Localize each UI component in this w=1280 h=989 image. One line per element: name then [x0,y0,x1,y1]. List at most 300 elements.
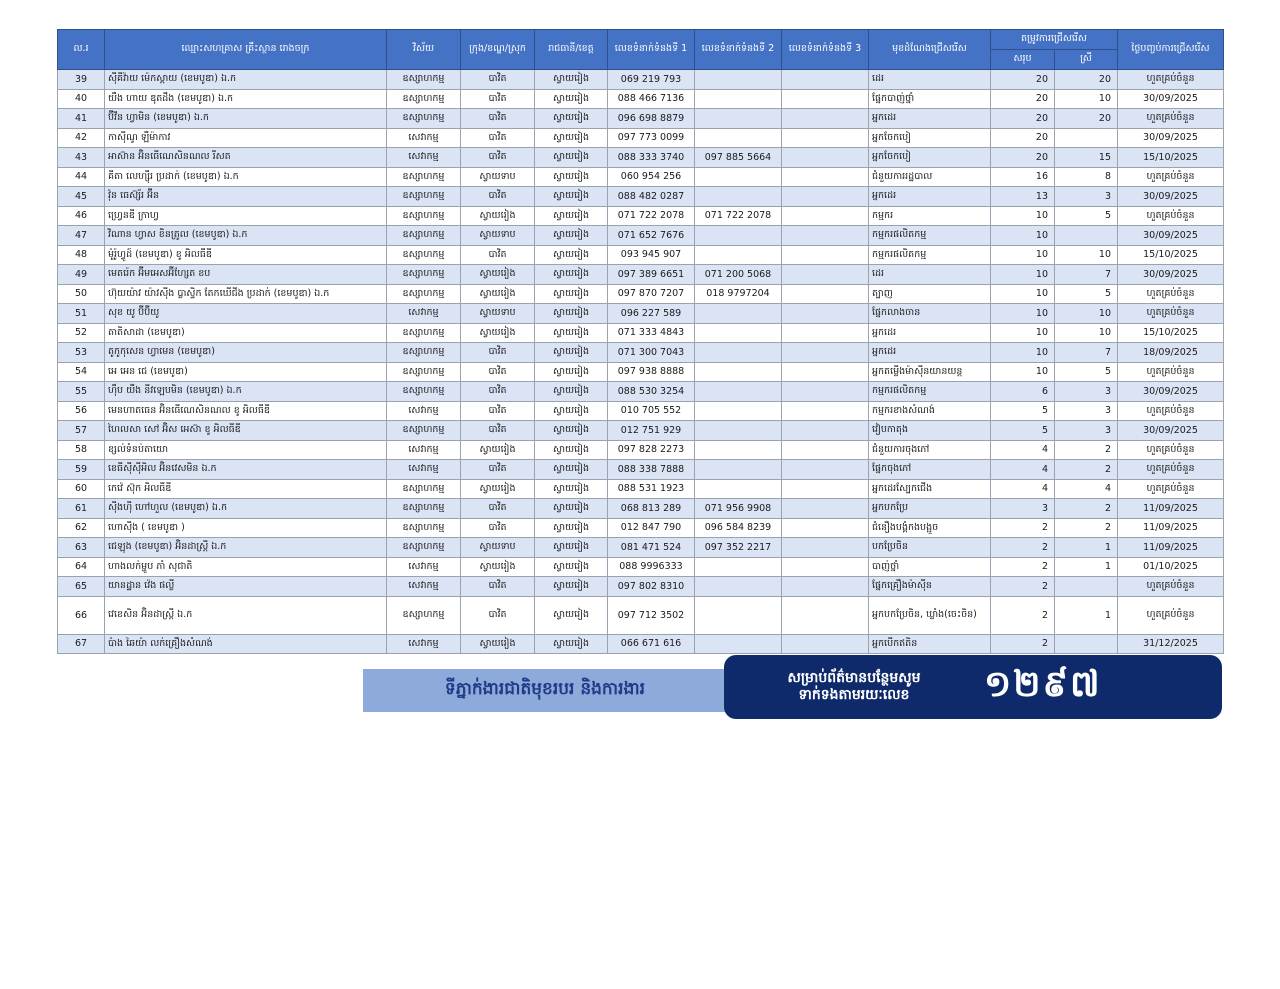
table-row [58,577,1224,597]
female-count-cell [1055,577,1118,597]
company-name-cell: អាស៊ាន អ៊ិនធើណេសិនណល រីសត [105,148,387,168]
company-name-cell: កាស៊ីណូ ឡឺម៉ាកាវ [105,128,387,148]
header-phone3: លេខទំនាក់ទំនងទី 3 [782,30,869,70]
phone-3-cell [782,460,869,480]
phone-1-cell: 071 333 4843 [608,323,695,343]
province-cell: ស្វាយរៀង [535,362,608,382]
sector-cell: ឧស្សាហកម្ម [387,187,461,207]
total-count-cell: 20 [991,148,1055,168]
table-row [58,284,1224,304]
province-cell: ស្វាយរៀង [535,245,608,265]
phone-3-cell [782,128,869,148]
phone-1-cell: 069 219 793 [608,70,695,90]
header-sector: វិស័យ [387,30,461,70]
female-count-cell: 10 [1055,89,1118,109]
table-body [58,70,1224,654]
row-number-cell: 55 [58,382,105,402]
total-count-cell: 5 [991,401,1055,421]
deadline-cell: 30/09/2025 [1118,226,1224,246]
sector-cell: សេវាកម្ម [387,634,461,654]
province-cell: ស្វាយរៀង [535,343,608,363]
table-row [58,479,1224,499]
province-cell: ស្វាយរៀង [535,577,608,597]
total-count-cell: 20 [991,128,1055,148]
district-cell: បាវិត [461,577,535,597]
header-need: តម្រូវការជ្រើសរើស [991,30,1118,50]
phone-2-cell [695,187,782,207]
district-cell: ស្វាយរៀង [461,323,535,343]
company-name-cell: ហ៊ឹប យឺង នីវឡេបមិន (ខេមបូឌា) ឯ.ក [105,382,387,402]
phone-2-cell [695,401,782,421]
table-row [58,538,1224,558]
row-number-cell: 60 [58,479,105,499]
row-number-cell: 50 [58,284,105,304]
row-number-cell: 57 [58,421,105,441]
row-number-cell: 65 [58,577,105,597]
contact-line-1: សម្រាប់ព័ត៌មានបន្ថែមសូម [787,670,921,687]
sector-cell: ឧស្សាហកម្ម [387,323,461,343]
position-cell: អ្នកដេរ [869,343,991,363]
phone-1-cell: 097 938 8888 [608,362,695,382]
company-name-cell: ប៉ាង ឆៃយ៉ា លក់គ្រឿងសំណង់ [105,634,387,654]
female-count-cell: 7 [1055,343,1118,363]
female-count-cell: 2 [1055,460,1118,480]
deadline-cell: 15/10/2025 [1118,148,1224,168]
phone-2-cell [695,245,782,265]
female-count-cell: 20 [1055,109,1118,129]
phone-2-cell [695,634,782,654]
total-count-cell: 20 [991,109,1055,129]
province-cell: ស្វាយរៀង [535,518,608,538]
province-cell: ស្វាយរៀង [535,265,608,285]
deadline-cell: ហួតគ្រប់ចំនួន [1118,304,1224,324]
sector-cell: សេវាកម្ម [387,460,461,480]
sector-cell: ឧស្សាហកម្ម [387,70,461,90]
position-cell: ដេរ [869,265,991,285]
total-count-cell: 5 [991,421,1055,441]
company-name-cell: ហាងលក់ម្ហូប ភាំ សុជាតិ [105,557,387,577]
total-count-cell: 10 [991,323,1055,343]
header-position: មុខដំណែងជ្រើសរើស [869,30,991,70]
row-number-cell: 47 [58,226,105,246]
district-cell: ស្វាយរៀង [461,634,535,654]
company-name-cell: វិណាន ហ្វាស ខិនត្រូល (ខេមបូឌា) ឯ.ក [105,226,387,246]
header-deadline: ថ្ងៃបញ្ចប់ការជ្រើសរើស [1118,30,1224,70]
sector-cell: ឧស្សាហកម្ម [387,167,461,187]
sector-cell: សេវាកម្ម [387,128,461,148]
position-cell: អ្នកបកប្រែ [869,499,991,519]
table-row [58,634,1224,654]
female-count-cell [1055,634,1118,654]
phone-1-cell: 096 698 8879 [608,109,695,129]
contact-text [724,670,984,704]
sector-cell: ឧស្សាហកម្ម [387,421,461,441]
total-count-cell: 20 [991,70,1055,90]
total-count-cell: 10 [991,245,1055,265]
phone-3-cell [782,362,869,382]
phone-2-cell [695,557,782,577]
position-cell: អ្នកចែកបៀ [869,148,991,168]
deadline-cell: 30/09/2025 [1118,89,1224,109]
row-number-cell: 46 [58,206,105,226]
total-count-cell: 2 [991,596,1055,634]
phone-1-cell: 012 751 929 [608,421,695,441]
sector-cell: ឧស្សាហកម្ម [387,596,461,634]
phone-2-cell [695,440,782,460]
sector-cell: ឧស្សាហកម្ម [387,284,461,304]
header-female: ស្រី [1055,50,1118,70]
row-number-cell: 42 [58,128,105,148]
header-phone2: លេខទំនាក់ទំនងទី 2 [695,30,782,70]
sector-cell: សេវាកម្ម [387,148,461,168]
phone-1-cell: 081 471 524 [608,538,695,558]
table-row [58,499,1224,519]
deadline-cell: ហួតគ្រប់ចំនួន [1118,440,1224,460]
company-name-cell: ស៊ីងហ៊ី ហៅហួល (ខេមបូឌា) ឯ.ក [105,499,387,519]
female-count-cell: 1 [1055,538,1118,558]
row-number-cell: 59 [58,460,105,480]
district-cell: បាវិត [461,70,535,90]
phone-3-cell [782,245,869,265]
phone-3-cell [782,499,869,519]
deadline-cell: 11/09/2025 [1118,518,1224,538]
table-row [58,362,1224,382]
deadline-cell: ហួតគ្រប់ចំនួន [1118,362,1224,382]
company-name-cell: ជេឡុង (ខេមបូឌា) អ៊ិនដាស្ត្រី ឯ.ក [105,538,387,558]
province-cell: ស្វាយរៀង [535,109,608,129]
province-cell: ស្វាយរៀង [535,421,608,441]
header-province: រាជធានី/ខេត្ត [535,30,608,70]
row-number-cell: 43 [58,148,105,168]
position-cell: អ្នកដេរ [869,109,991,129]
header-district: ក្រុង/ខណ្ឌ/ស្រុក [461,30,535,70]
phone-1-cell: 088 530 3254 [608,382,695,402]
total-count-cell: 6 [991,382,1055,402]
deadline-cell: ហួតគ្រប់ចំនួន [1118,460,1224,480]
province-cell: ស្វាយរៀង [535,323,608,343]
phone-1-cell: 097 712 3502 [608,596,695,634]
province-cell: ស្វាយរៀង [535,70,608,90]
phone-1-cell: 088 531 1923 [608,479,695,499]
sector-cell: សេវាកម្ម [387,304,461,324]
phone-2-cell [695,128,782,148]
phone-1-cell: 071 652 7676 [608,226,695,246]
position-cell: ផ្នែកចុងភៅ [869,460,991,480]
deadline-cell: ហួតគ្រប់ចំនួន [1118,284,1224,304]
row-number-cell: 64 [58,557,105,577]
table-row [58,382,1224,402]
district-cell: បាវិត [461,401,535,421]
deadline-cell: ហួតគ្រប់ចំនួន [1118,577,1224,597]
deadline-cell: 30/09/2025 [1118,187,1224,207]
phone-2-cell [695,382,782,402]
deadline-cell: 11/09/2025 [1118,538,1224,558]
table-row [58,323,1224,343]
table-row [58,440,1224,460]
phone-3-cell [782,226,869,246]
table-row [58,109,1224,129]
deadline-cell: 01/10/2025 [1118,557,1224,577]
province-cell: ស្វាយរៀង [535,128,608,148]
phone-1-cell: 097 773 0099 [608,128,695,148]
district-cell: ស្វាយរៀង [461,206,535,226]
female-count-cell: 10 [1055,245,1118,265]
row-number-cell: 51 [58,304,105,324]
position-cell: ជំនួយការរដ្ឋបាល [869,167,991,187]
row-number-cell: 40 [58,89,105,109]
deadline-cell: ហួតគ្រប់ចំនួន [1118,596,1224,634]
table-row [58,401,1224,421]
company-name-cell: ហ៊ុយយ៉ាវ យ៉ាវស៊ីង ប្លាស្ទិក តែកឃើជីង ប្រដាក់ (ខេមបូឌា) ឯ.ក [105,284,387,304]
phone-3-cell [782,596,869,634]
company-name-cell: យានដ្ឋាន វ៉េង ផល្លី [105,577,387,597]
sector-cell: ឧស្សាហកម្ម [387,499,461,519]
header-phone1: លេខទំនាក់ទំនងទី 1 [608,30,695,70]
company-name-cell: ហោស៊ីង ( ខេមបូឌា ) [105,518,387,538]
phone-1-cell: 088 482 0287 [608,187,695,207]
company-name-cell: ហៃលសា សៅ អ៊ិស អេស៊ា ខូ អិលធីឌី [105,421,387,441]
sector-cell: សេវាកម្ម [387,440,461,460]
row-number-cell: 52 [58,323,105,343]
phone-3-cell [782,557,869,577]
sector-cell: សេវាកម្ម [387,577,461,597]
table-row [58,89,1224,109]
phone-3-cell [782,206,869,226]
sector-cell: ឧស្សាហកម្ម [387,226,461,246]
contact-line-2: ទាក់ទងតាមរយៈលេខ [798,687,910,703]
table-row [58,304,1224,324]
phone-1-cell: 096 227 589 [608,304,695,324]
district-cell: បាវិត [461,245,535,265]
position-cell: កម្មករផលិតកម្ម [869,382,991,402]
female-count-cell: 7 [1055,265,1118,285]
province-cell: ស្វាយរៀង [535,634,608,654]
phone-3-cell [782,187,869,207]
table-row [58,148,1224,168]
district-cell: ស្វាយទាប [461,304,535,324]
table-row [58,128,1224,148]
position-cell: បកប្រែចិន [869,538,991,558]
sector-cell: ឧស្សាហកម្ម [387,538,461,558]
deadline-cell: 31/12/2025 [1118,634,1224,654]
province-cell: ស្វាយរៀង [535,226,608,246]
row-number-cell: 53 [58,343,105,363]
sector-cell: ឧស្សាហកម្ម [387,109,461,129]
phone-3-cell [782,265,869,285]
phone-3-cell [782,401,869,421]
position-cell: កម្មករផលិតកម្ម [869,245,991,265]
female-count-cell: 15 [1055,148,1118,168]
district-cell: បាវិត [461,518,535,538]
table-row [58,70,1224,90]
company-name-cell: មេតរ៉េក អ៊ីមអេសអ៊ីហ្សែត ខប [105,265,387,285]
row-number-cell: 49 [58,265,105,285]
deadline-cell: 30/09/2025 [1118,128,1224,148]
phone-2-cell: 097 352 2217 [695,538,782,558]
total-count-cell: 10 [991,226,1055,246]
company-name-cell: មេនហាតធេន អ៊ិនធើណេសិនណល ខូ អិលធីឌី [105,401,387,421]
deadline-cell: ហួតគ្រប់ចំនួន [1118,479,1224,499]
female-count-cell: 5 [1055,284,1118,304]
district-cell: បាវិត [461,148,535,168]
position-cell: កម្មករខាងសំណង់ [869,401,991,421]
phone-2-cell [695,89,782,109]
deadline-cell: ហួតគ្រប់ចំនួន [1118,109,1224,129]
phone-2-cell [695,577,782,597]
phone-3-cell [782,284,869,304]
row-number-cell: 62 [58,518,105,538]
row-number-cell: 39 [58,70,105,90]
header-total: សរុប [991,50,1055,70]
table-row [58,245,1224,265]
job-vacancy-table [57,29,1224,654]
phone-2-cell [695,70,782,90]
hotline-number: ១២៩៧ [984,663,1102,705]
province-cell: ស្វាយរៀង [535,304,608,324]
female-count-cell: 10 [1055,304,1118,324]
position-cell: វៀបកាតុង [869,421,991,441]
sector-cell: សេវាកម្ម [387,557,461,577]
phone-3-cell [782,440,869,460]
total-count-cell: 10 [991,206,1055,226]
position-cell: អ្នកបើកឥតិន [869,634,991,654]
sector-cell: ឧស្សាហកម្ម [387,343,461,363]
district-cell: បាវិត [461,421,535,441]
table-row [58,265,1224,285]
total-count-cell: 10 [991,304,1055,324]
female-count-cell: 2 [1055,499,1118,519]
phone-1-cell: 097 389 6651 [608,265,695,285]
total-count-cell: 13 [991,187,1055,207]
deadline-cell: ហួតគ្រប់ចំនួន [1118,206,1224,226]
total-count-cell: 4 [991,479,1055,499]
hotline-banner [724,655,1222,719]
table-row [58,421,1224,441]
table-row [58,343,1224,363]
company-name-cell: ប៊ីវីន ហ្វាមិន (ខេមបូឌា) ឯ.ក [105,109,387,129]
phone-1-cell: 097 870 7207 [608,284,695,304]
phone-2-cell: 097 885 5664 [695,148,782,168]
phone-3-cell [782,382,869,402]
female-count-cell: 4 [1055,479,1118,499]
table-row [58,518,1224,538]
total-count-cell: 2 [991,538,1055,558]
phone-1-cell: 071 300 7043 [608,343,695,363]
district-cell: ស្វាយរៀង [461,557,535,577]
row-number-cell: 66 [58,596,105,634]
table-row [58,557,1224,577]
company-name-cell: ខ្សល់ទំនប់តាយោ [105,440,387,460]
phone-1-cell: 088 338 7888 [608,460,695,480]
phone-3-cell [782,538,869,558]
province-cell: ស្វាយរៀង [535,382,608,402]
sector-cell: ឧស្សាហកម្ម [387,362,461,382]
phone-3-cell [782,577,869,597]
district-cell: បាវិត [461,128,535,148]
phone-2-cell [695,323,782,343]
phone-3-cell [782,343,869,363]
female-count-cell: 2 [1055,440,1118,460]
province-cell: ស្វាយរៀង [535,167,608,187]
company-name-cell: តូកូកុសេន ហ្វាមេន (ខេមបូឌា) [105,343,387,363]
position-cell: ជំនួយការចុងភៅ [869,440,991,460]
total-count-cell: 10 [991,343,1055,363]
district-cell: បាវិត [461,89,535,109]
province-cell: ស្វាយរៀង [535,148,608,168]
position-cell: អ្នកដេរស្បែកជើង [869,479,991,499]
company-name-cell: ហ្វ្រេនឌី ក្រាហ្វ [105,206,387,226]
phone-3-cell [782,323,869,343]
female-count-cell: 3 [1055,401,1118,421]
total-count-cell: 16 [991,167,1055,187]
phone-2-cell: 096 584 8239 [695,518,782,538]
company-name-cell: ម៉ូរ៉ូហ្វូដ៍ (ខេមបូឌា) ខូ អិលធីឌី [105,245,387,265]
total-count-cell: 4 [991,460,1055,480]
phone-1-cell: 071 722 2078 [608,206,695,226]
company-name-cell: ខេធីស៊ីស៊ីអិល អ៊ិនវេសមិន ឯ.ក [105,460,387,480]
female-count-cell: 3 [1055,382,1118,402]
position-cell: ផ្នែកបាញ់ថ្នាំ [869,89,991,109]
agency-banner [363,669,727,712]
phone-2-cell [695,167,782,187]
phone-2-cell: 071 956 9908 [695,499,782,519]
row-number-cell: 41 [58,109,105,129]
phone-2-cell [695,421,782,441]
female-count-cell: 3 [1055,187,1118,207]
female-count-cell: 5 [1055,362,1118,382]
deadline-cell: 30/09/2025 [1118,382,1224,402]
table-row [58,206,1224,226]
district-cell: ស្វាយទាប [461,226,535,246]
district-cell: បាវិត [461,187,535,207]
female-count-cell [1055,128,1118,148]
deadline-cell: 15/10/2025 [1118,323,1224,343]
total-count-cell: 10 [991,362,1055,382]
female-count-cell: 3 [1055,421,1118,441]
district-cell: បាវិត [461,109,535,129]
phone-2-cell: 018 9797204 [695,284,782,304]
district-cell: បាវិត [461,382,535,402]
district-cell: ស្វាយរៀង [461,440,535,460]
district-cell: ស្វាយរៀង [461,479,535,499]
company-name-cell: កេវ៉េ ស៊ុក អិលធីឌី [105,479,387,499]
sector-cell: ឧស្សាហកម្ម [387,206,461,226]
phone-3-cell [782,518,869,538]
phone-3-cell [782,304,869,324]
agency-name: ទីភ្នាក់ងារជាតិមុខរបរ និងការងារ [444,679,646,699]
phone-3-cell [782,148,869,168]
phone-3-cell [782,479,869,499]
phone-1-cell: 066 671 616 [608,634,695,654]
province-cell: ស្វាយរៀង [535,206,608,226]
phone-3-cell [782,167,869,187]
position-cell: បាញ់ថ្នាំ [869,557,991,577]
job-table-container [57,29,1223,654]
phone-2-cell [695,460,782,480]
row-number-cell: 45 [58,187,105,207]
sector-cell: ឧស្សាហកម្ម [387,479,461,499]
province-cell: ស្វាយរៀង [535,284,608,304]
position-cell: អ្នកដេរ [869,323,991,343]
phone-3-cell [782,634,869,654]
row-number-cell: 44 [58,167,105,187]
phone-3-cell [782,421,869,441]
phone-1-cell: 088 466 7136 [608,89,695,109]
phone-1-cell: 093 945 907 [608,245,695,265]
row-number-cell: 61 [58,499,105,519]
female-count-cell: 10 [1055,323,1118,343]
province-cell: ស្វាយរៀង [535,440,608,460]
